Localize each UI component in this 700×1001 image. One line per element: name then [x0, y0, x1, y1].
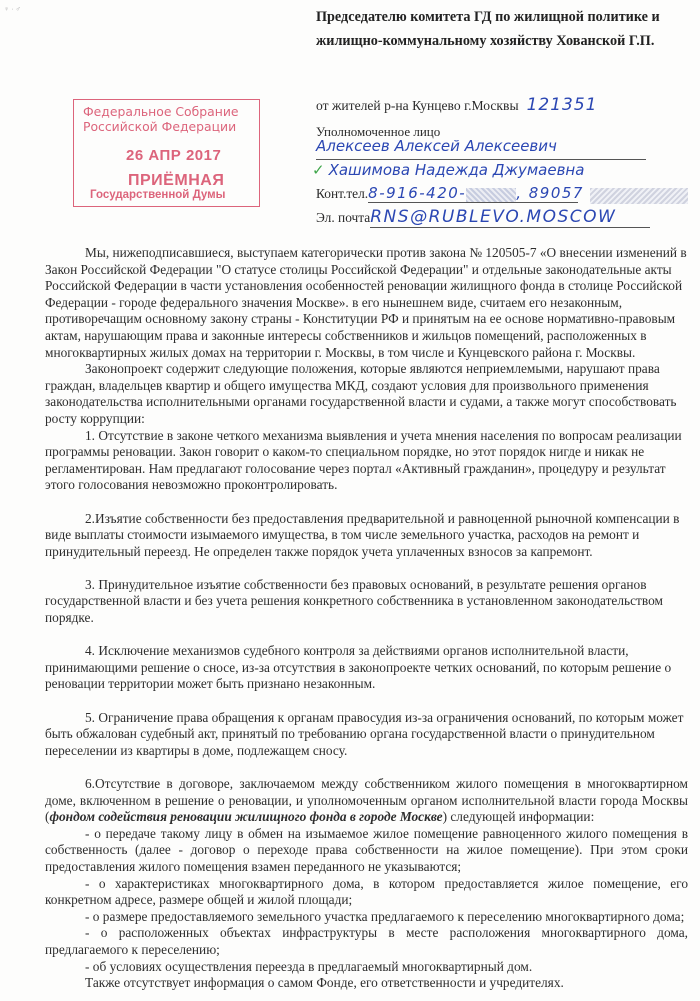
item-1: 1. Отсутствие в законе четкого механизма выявления и учета мнения населения по вопросам реализации программы реновации. Закон говорит о каком-то специальном порядке, но этот порядок нигде и никак не регламентирован. Нам предлагают голосование через портал «Активный гражданин», процедуру и результат этого голосования невозможно проконтролировать.: [45, 427, 682, 493]
redacted-blur: [466, 188, 516, 202]
sender-line: [316, 95, 597, 115]
intro-paragraph: Мы, нижеподписавшиеся, выступаем категорически против закона № 120505-7 «О внесении изменений в Закон Российской Федерации "О статусе столицы Российской Федерации" и отдельные законодательные акты Российской Федерации в части установления особенностей реновации жилищного фонда в столице Российской Федерации - городе федерального значения Москве». в его нынешнем виде, считаем его незаконным, противоречащим основному закону страны - Конституции РФ и принятым на ее основе нормативно-правовым актам, нарушающим права и законные интересы собственников и жильцов помещений, расположенных в многоквартирных жилых домах на территории г. Москвы, в том числе и Кунцевского района г. Москвы.: [45, 245, 687, 360]
authorized-name-2-field: [312, 161, 584, 179]
authorized-name-2: Хашимова Надежда Джумаевна: [328, 161, 585, 179]
addressee-heading: Председателю комитета ГД по жилищной политике и жилищно-коммунальному хозяйству Хованской Г.П.: [316, 9, 660, 49]
item-4: 4. Исключение механизмов судебного контроля за действиями органов исполнительной власти, принимающими решение о сносе, из-за отсутствия в законопроекте четких оснований, по которым решение о реновации территории может быть признано незаконным.: [45, 643, 672, 692]
sub-item-5: - об условиях осуществления переезда в предлагаемый многоквартирный дом.: [85, 958, 533, 974]
duma-reception-stamp: [73, 99, 260, 207]
authorized-name-1: Алексеев Алексей Алексеевич: [316, 137, 557, 155]
phone-value: [368, 184, 584, 203]
stamp-line-2: Российской Федерации: [83, 119, 237, 134]
sub-item-2: - о характеристиках многоквартирного дома, в котором предоставляется жилое помещение, его конкретном адресе, размере общей и жилой площади;: [45, 875, 688, 908]
sub-item-4: - о расположенных объектах инфраструктуры в месте расположения многоквартирного дома, предлагаемого к переселению;: [45, 925, 688, 957]
phone-line: [316, 184, 584, 203]
item-5: 5. Ограничение права обращения к органам правосудия из-за ограничения оснований, по которым может быть обжалован судебный акт, принятый по требованию органа государственной власти о принудительном переселении из квартиры в доме, подлежащем сносу.: [45, 709, 684, 758]
sender-label: от жителей р-на Кунцево г.Москвы: [316, 98, 519, 113]
checkmark-icon: ✓: [312, 161, 325, 179]
authorized-person-label: Уполномоченное лицо: [316, 124, 441, 139]
authorized-name-1-field: [316, 137, 646, 160]
redacted-blur: [590, 188, 688, 204]
email-value-field: [370, 207, 650, 228]
item-6-end: ) следующей информации:: [442, 809, 595, 825]
stamp-office-sub: Государственной Думы: [90, 189, 226, 201]
email-line: [316, 207, 650, 228]
item-6: [45, 776, 688, 826]
letter-body: [45, 245, 688, 992]
sub-item-3: - о размере предоставляемого земельного участка предлагаемого к переселению многоквартирного дома;: [85, 908, 685, 924]
corner-scan-marks: ♀ · ♂: [4, 6, 21, 13]
item-3: 3. Принудительное изъятие собственности без правовых оснований, в результате решения органов государственной власти и без учета решения конкретного собственника в установленном законодательством порядке.: [45, 576, 663, 626]
email-label: Эл. почта: [316, 210, 371, 225]
postal-code-handwritten: 121351: [526, 95, 598, 115]
item-2: 2.Изъятие собственности без предоставления предварительной и равноценной рыночной компенсации в виде выплаты стоимости изымаемого имущества, в том числе земельного участка, расходов на ремонт и принудительный переезд. Не определен также порядок учета уплаченных взносов за капремонт.: [45, 510, 680, 559]
item-6-start: 6.Отсутствие в договоре, заключаемом между собственником жилого помещения в многоквартирном доме, включенном в решение о реновации, и уполномоченным органом исполнительной власти города Москвы (: [45, 776, 688, 825]
stamp-line-1: Федеральное Собрание: [83, 104, 239, 119]
phone-label: Конт.тел.: [316, 186, 369, 201]
stamp-date: 26 АПР 2017: [126, 147, 222, 164]
phone-value-2: , 89057: [516, 184, 584, 202]
item-6-fund: фондом содействия реновации жилищного фонда в городе Москве: [49, 809, 443, 825]
closing-paragraph: Также отсутствует информация о самом Фонде, его ответственности и учредителях.: [85, 975, 564, 991]
sub-item-1: - о передаче такому лицу в обмен на изымаемое жилое помещение равноценного жилого помещения в собственность (далее - договор о переходе права собственности на жилое помещение). При этом сроки предоставления жилого помещения взамен переданного не указываются;: [45, 825, 688, 874]
email-value: RNS@RUBLEVO.MOSCOW: [370, 207, 617, 227]
stamp-office: ПРИЁМНАЯ: [128, 172, 225, 189]
phone-value-1: 8-916-420-: [368, 184, 467, 202]
provisions-intro-paragraph: Законопроект содержит следующие положения, которые являются неприемлемыми, нарушают права граждан, владельцев квартир и общего имущества МКД, создают условия для произвольного применения законодательства исполнительными органами государственной власти и судами, а также могут способствовать росту коррупции:: [45, 361, 677, 426]
